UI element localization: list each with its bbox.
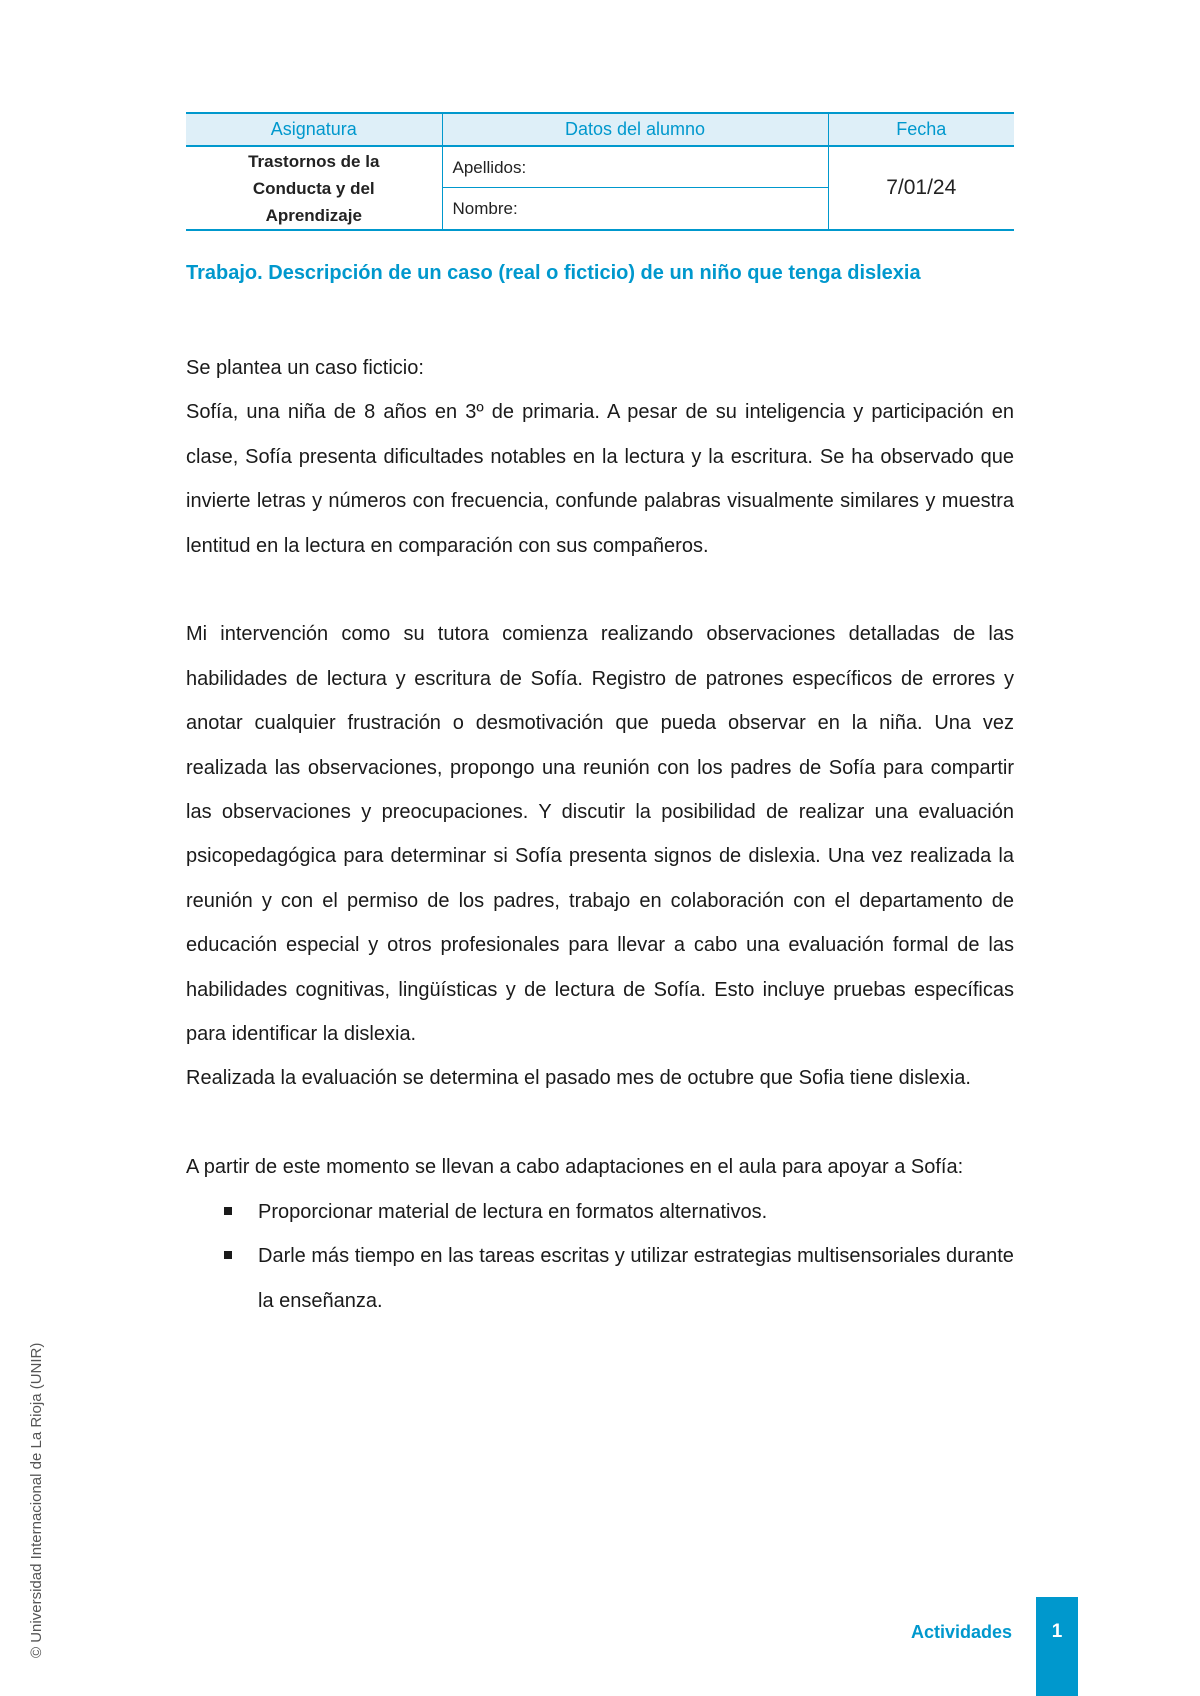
footer-section-label: Actividades <box>910 1622 1012 1642</box>
list-item-text: Darle más tiempo en las tareas escritas y utilizar estrategias multisensoriales durante la enseñanza. <box>258 1245 1014 1312</box>
student-column-header: Datos del alumno <box>442 113 828 146</box>
subject-cell <box>186 146 442 230</box>
paragraph-diagnosis: Realizada la evaluación se determina el pasado mes de octubre que Sofia tiene dislexia. <box>186 1067 971 1090</box>
paragraph-spacer <box>186 1101 1014 1145</box>
date-value: 7/01/24 <box>828 146 1014 230</box>
subject-line: Conducta y del <box>252 178 375 198</box>
list-item <box>186 1234 1014 1323</box>
list-item <box>186 1190 1014 1234</box>
document-title: Trabajo. Descripción de un caso (real o ficticio) de un niño que tenga dislexia <box>186 262 921 284</box>
paragraph-adaptations: A partir de este momento se llevan a cabo adaptaciones en el aula para apoyar a Sofía: <box>186 1156 964 1179</box>
copyright-notice: © Universidad Internacional de La Rioja (UNIR) <box>28 1342 45 1658</box>
name-field: Nombre: <box>452 199 518 218</box>
student-cell <box>442 146 828 230</box>
paragraph-case: Sofía, una niña de 8 años en 3º de primaria. A pesar de su inteligencia y participación en clase, Sofía presenta dificultades notables en la lectura y la escritura. Se ha observado que invierte letras y números con frecuencia, confunde palabras visualmente similares y muestra lentitud en la lectura en comparación con sus compañeros. <box>186 401 1014 557</box>
intro-paragraph: Se plantea un caso ficticio: <box>186 357 424 379</box>
subject-column-header: Asignatura <box>186 113 442 146</box>
document-body <box>186 346 1014 1323</box>
surname-field: Apellidos: <box>443 147 828 188</box>
square-bullet-icon <box>224 1251 232 1259</box>
subject-line: Trastornos de la <box>248 151 380 171</box>
header-table <box>186 112 1014 231</box>
subject-line: Aprendizaje <box>265 205 362 225</box>
date-column-header: Fecha <box>828 113 1014 146</box>
paragraph-spacer <box>186 568 1014 612</box>
square-bullet-icon <box>224 1207 232 1215</box>
paragraph-intervention: Mi intervención como su tutora comienza realizando observaciones detalladas de las habilidades de lectura y escritura de Sofía. Registro de patrones específicos de errores y anotar cualquier frustración o desmotivación que pueda observar en la niña. Una vez realizada las observaciones, propongo una reunión con los padres de Sofía para compartir las observaciones y preocupaciones. Y discutir la posibilidad de realizar una evaluación psicopedagógica para determinar si Sofía presenta signos de dislexia. Una vez realizada la reunión y con el permiso de los padres, trabajo en colaboración con el departamento de educación especial y otros profesionales para llevar a cabo una evaluación formal de las habilidades cognitivas, lingüísticas y de lectura de Sofía. Esto incluye pruebas específicas para identificar la dislexia. <box>186 623 1014 1046</box>
page-number: 1 <box>1036 1597 1078 1696</box>
adaptations-list <box>186 1190 1014 1323</box>
list-item-text: Proporcionar material de lectura en formatos alternativos. <box>258 1200 768 1223</box>
